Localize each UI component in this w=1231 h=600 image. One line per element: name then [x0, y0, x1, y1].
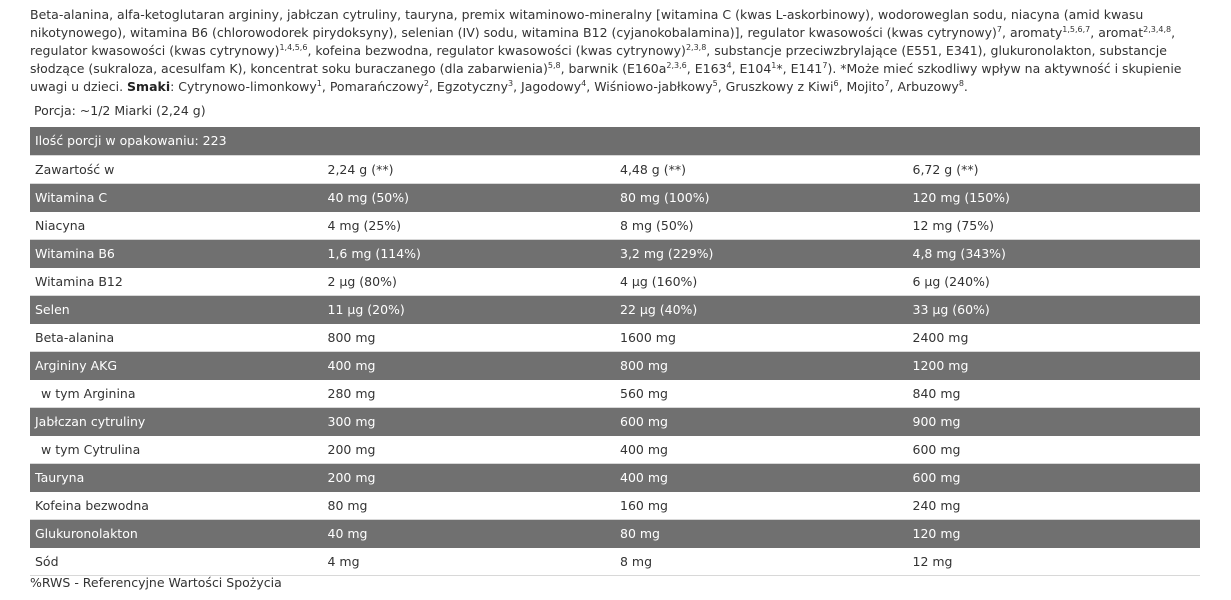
nutrient-name: Kofeina bezwodna — [30, 491, 323, 519]
table-row — [30, 211, 1200, 239]
footnote-marker: 4 — [581, 79, 587, 88]
nutrient-name: Sód — [30, 547, 323, 575]
footnote-marker: 8 — [958, 79, 964, 88]
nutrient-value-single: 11 µg (20%) — [323, 295, 616, 323]
nutrient-value-single: 300 mg — [323, 407, 616, 435]
footnote-marker: 1,5,6,7 — [1062, 25, 1091, 34]
nutrient-value-double: 8 mg — [615, 547, 908, 575]
nutrient-value-triple: 2400 mg — [908, 323, 1201, 351]
footnote-marker: 7 — [884, 79, 890, 88]
table-row — [30, 379, 1200, 407]
footnote-marker: 6 — [833, 79, 839, 88]
footnote-marker: 5,8 — [547, 61, 561, 70]
nutrient-value-single: 280 mg — [323, 379, 616, 407]
nutrient-value-single: 80 mg — [323, 491, 616, 519]
nutrition-table — [30, 127, 1200, 576]
nutrient-value-triple: 120 mg — [908, 519, 1201, 547]
ingredients-text: , Wiśniowo-jabłkowy — [586, 79, 713, 94]
footnote-marker: 7 — [822, 61, 828, 70]
table-row — [30, 547, 1200, 575]
nutrient-value-single: 200 mg — [323, 463, 616, 491]
table-row — [30, 239, 1200, 267]
ingredients-text: , Jagodowy — [513, 79, 582, 94]
nutrient-value-triple: 4,8 mg (343%) — [908, 239, 1201, 267]
footnote-marker: 2 — [423, 79, 429, 88]
nutrient-value-triple: 600 mg — [908, 435, 1201, 463]
nutrient-value-double: 800 mg — [615, 351, 908, 379]
nutrient-value-single: 200 mg — [323, 435, 616, 463]
table-row — [30, 183, 1200, 211]
nutrient-name: Niacyna — [30, 211, 323, 239]
nutrient-value-double: 3,2 mg (229%) — [615, 239, 908, 267]
table-row — [30, 407, 1200, 435]
nutrient-value-double: 80 mg (100%) — [615, 183, 908, 211]
ingredients-text: , aromat — [1090, 25, 1144, 40]
nutrient-value-triple: 120 mg (150%) — [908, 183, 1201, 211]
table-row — [30, 463, 1200, 491]
table-row — [30, 351, 1200, 379]
nutrient-value-single: 2 µg (80%) — [323, 267, 616, 295]
nutrient-value-single: 2,24 g (**) — [323, 155, 616, 183]
ingredients-text: *, E141 — [776, 61, 823, 76]
nutrient-value-triple: 33 µg (60%) — [908, 295, 1201, 323]
table-row — [30, 435, 1200, 463]
nutrient-value-triple: 1200 mg — [908, 351, 1201, 379]
nutrient-value-single: 400 mg — [323, 351, 616, 379]
ingredients-list — [30, 6, 1200, 96]
nutrient-value-single: 1,6 mg (114%) — [323, 239, 616, 267]
ingredients-text: , regulator kwasowości (kwas cytrynowy) — [30, 25, 1176, 58]
footnote-marker: 5 — [712, 79, 718, 88]
table-row — [30, 295, 1200, 323]
footnote-marker: 1 — [316, 79, 322, 88]
nutrient-value-double: 400 mg — [615, 463, 908, 491]
ingredients-text: , kofeina bezwodna, regulator kwasowości (kwas cytrynowy) — [307, 43, 686, 58]
footnote-marker: 3 — [507, 79, 514, 88]
footnote-marker: 2,3,4,8 — [1143, 25, 1172, 34]
nutrient-value-triple: 12 mg — [908, 547, 1201, 575]
ingredients-text: , Egzotyczny — [428, 79, 508, 94]
nutrient-value-triple: 240 mg — [908, 491, 1201, 519]
nutrient-value-triple: 600 mg — [908, 463, 1201, 491]
servings-per-container: Ilość porcji w opakowaniu: 223 — [30, 127, 1200, 155]
ingredients-text: , Gruszkowy z Kiwi — [717, 79, 834, 94]
nutrient-value-triple: 840 mg — [908, 379, 1201, 407]
nutrient-value-triple: 12 mg (75%) — [908, 211, 1201, 239]
footnote-marker: 4 — [726, 61, 732, 70]
nutrient-value-double: 4,48 g (**) — [615, 155, 908, 183]
nutrient-name: w tym Cytrulina — [30, 435, 323, 463]
nutrient-value-single: 4 mg — [323, 547, 616, 575]
ingredients-text: , aromaty — [1002, 25, 1063, 40]
nutrient-name: Beta-alanina — [30, 323, 323, 351]
nutrient-value-single: 4 mg (25%) — [323, 211, 616, 239]
nutrient-value-single: 40 mg (50%) — [323, 183, 616, 211]
nutrient-value-single: 40 mg — [323, 519, 616, 547]
nutrient-name: Jabłczan cytruliny — [30, 407, 323, 435]
ingredients-text: , Mojito — [838, 79, 885, 94]
footnote-marker: 2,3,6 — [666, 61, 687, 70]
nutrient-name: Witamina B12 — [30, 267, 323, 295]
nutrient-name: Witamina B6 — [30, 239, 323, 267]
footnote-marker: 1,4,5,6 — [279, 43, 308, 52]
footnote-marker: 7 — [996, 25, 1002, 34]
nutrient-name: Argininy AKG — [30, 351, 323, 379]
ingredients-text: Beta-alanina, alfa-ketoglutaran argininy, jabłczan cytruliny, tauryna, premix witaminowo-mineralny [witamina C (kwas L-askorbinowy), wodoroweglan sodu, niacyna (amid kwasu nikotynowego), witamina B6 (chlorowodorek pirydoksyny), selenian (IV) sodu, witamina B12 (cyjanokobalamina)], regulator kwasowości (kwas cytrynowy) — [30, 7, 1144, 40]
nutrient-value-double: 160 mg — [615, 491, 908, 519]
flavors-label: Smaki — [127, 79, 171, 94]
nutrient-value-double: 4 µg (160%) — [615, 267, 908, 295]
nutrient-value-triple: 6 µg (240%) — [908, 267, 1201, 295]
nutrient-value-double: 560 mg — [615, 379, 908, 407]
nutrient-value-double: 400 mg — [615, 435, 908, 463]
nutrient-value-double: 22 µg (40%) — [615, 295, 908, 323]
ingredients-text: , Pomarańczowy — [321, 79, 424, 94]
nutrient-name: Zawartość w — [30, 155, 323, 183]
table-row — [30, 155, 1200, 183]
table-row — [30, 519, 1200, 547]
ingredients-text: ). *Może mieć szkodliwy wpływ na aktywność i skupienie uwagi u dzieci. — [30, 61, 1182, 94]
ingredients-text: , E104 — [731, 61, 772, 76]
ingredients-text: , Arbuzowy — [889, 79, 959, 94]
nutrient-value-double: 8 mg (50%) — [615, 211, 908, 239]
nutrient-name: Witamina C — [30, 183, 323, 211]
nutrient-name: Glukuronolakton — [30, 519, 323, 547]
nutrient-name: w tym Arginina — [30, 379, 323, 407]
nutrient-value-triple: 6,72 g (**) — [908, 155, 1201, 183]
nutrient-value-double: 1600 mg — [615, 323, 908, 351]
ingredients-text: . — [963, 79, 968, 94]
nutrient-value-triple: 900 mg — [908, 407, 1201, 435]
ingredients-text: , substancje przeciwzbrylające (E551, E341), glukuronolakton, substancje słodzące (sukraloza, acesulfam K), koncentrat soku buraczanego (dla zabarwienia) — [30, 43, 1167, 76]
table-row — [30, 323, 1200, 351]
portion-size: Porcja: ~1/2 Miarki (2,24 g) — [34, 103, 206, 118]
nutrient-name: Selen — [30, 295, 323, 323]
nutrient-value-double: 80 mg — [615, 519, 908, 547]
ingredients-text: : Cytrynowo-limonkowy — [170, 79, 317, 94]
table-header-row — [30, 127, 1200, 155]
nutrient-name: Tauryna — [30, 463, 323, 491]
ingredients-text: , E163 — [686, 61, 727, 76]
table-row — [30, 491, 1200, 519]
footnote: %RWS - Referencyjne Wartości Spożycia — [30, 575, 282, 590]
nutrient-value-single: 800 mg — [323, 323, 616, 351]
nutrient-value-double: 600 mg — [615, 407, 908, 435]
footnote-marker: 1 — [771, 61, 777, 70]
ingredients-text: , barwnik (E160a — [560, 61, 667, 76]
footnote-marker: 2,3,8 — [685, 43, 707, 52]
table-row — [30, 267, 1200, 295]
